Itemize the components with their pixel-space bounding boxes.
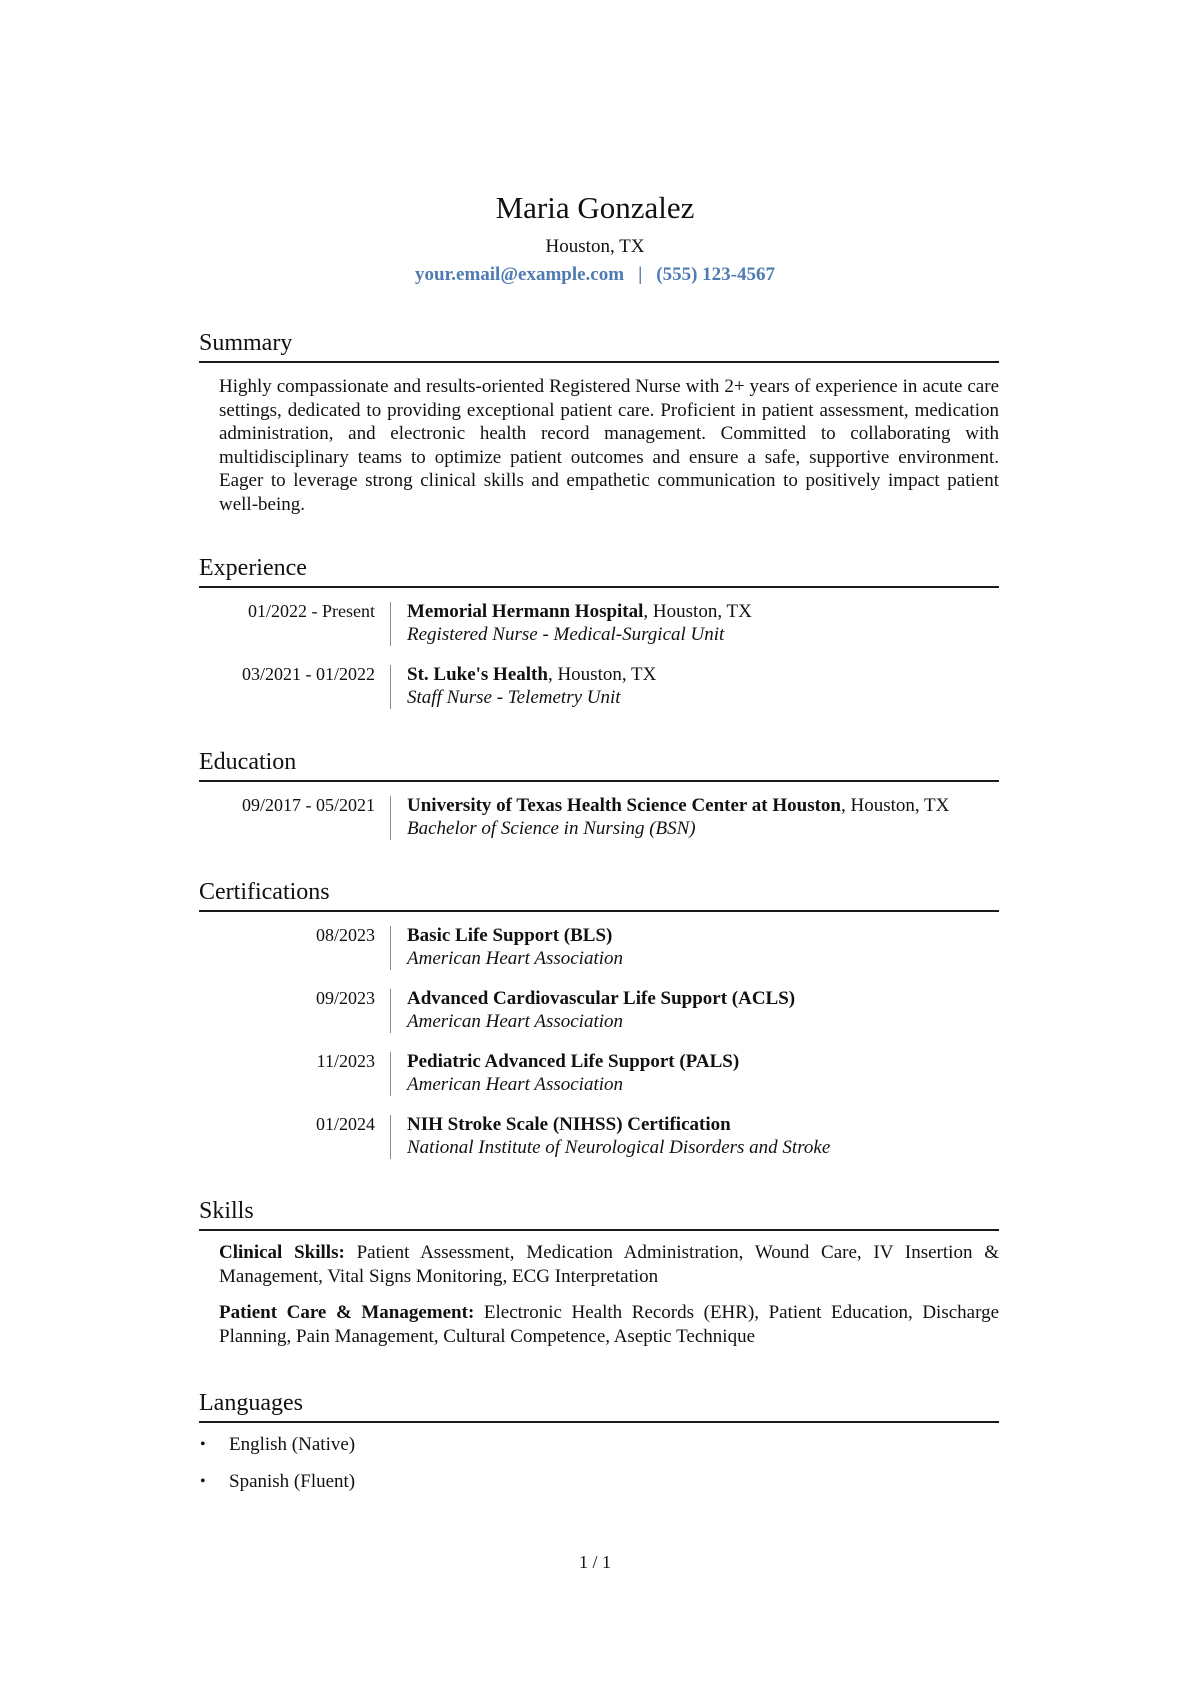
entry-date: 11/2023 [316, 1051, 375, 1071]
entry-location: , Houston, TX [841, 795, 950, 816]
certification-entry [199, 1113, 999, 1163]
entry-body [407, 663, 999, 710]
entry-role: American Heart Association [407, 1074, 624, 1095]
skill-label: Patient Care & Management: [219, 1302, 475, 1323]
summary-text: Highly compassionate and results-oriented Registered Nurse with 2+ years of experience in acute care settings, dedicated to providing exceptional patient care. Proficient in patient assessment, medication administration, and electronic health record management. Committed to collaborating with multidisciplinary teams to optimize patient outcomes and ensure a safe, supportive environment. Eager to leverage strong clinical skills and empathetic communication to positively impact patient well-being. [219, 376, 999, 515]
entry-date: 09/2023 [315, 988, 375, 1008]
entry-date: 09/2017 - 05/2021 [242, 795, 375, 815]
contact-separator: | [638, 264, 643, 285]
summary-heading: Summary [199, 327, 999, 363]
skill-text: Electronic Health Records (EHR), Patient Education, Discharge Planning, Pain Management, Cultural Competence, Aseptic Technique [219, 1302, 1000, 1347]
entry-body [407, 987, 999, 1034]
certifications-heading: Certifications [199, 876, 999, 912]
entry-body [407, 600, 999, 647]
languages-heading: Languages [199, 1387, 999, 1423]
entry-divider [390, 602, 391, 646]
skills-list [219, 1241, 999, 1348]
entry-org: Pediatric Advanced Life Support (PALS) [407, 1051, 740, 1072]
entry-role: Bachelor of Science in Nursing (BSN) [407, 818, 696, 839]
certification-entry [199, 924, 999, 974]
entry-date: 01/2024 [315, 1114, 375, 1134]
entry-org: Memorial Hermann Hospital [407, 601, 644, 622]
entry-divider [390, 1052, 391, 1096]
certification-entry [199, 987, 999, 1037]
entry-location: , Houston, TX [643, 601, 752, 622]
experience-entry [199, 663, 999, 713]
bullet-icon: • [200, 1436, 206, 1453]
entry-body [407, 1050, 999, 1097]
education-entry [199, 794, 999, 844]
entry-role: National Institute of Neurological Disorders and Stroke [407, 1137, 831, 1158]
resume-header [0, 188, 1190, 288]
entry-date: 01/2022 - Present [248, 601, 375, 621]
entry-divider [390, 796, 391, 840]
page-number: 1 / 1 [578, 1552, 611, 1572]
entry-role: Registered Nurse - Medical-Surgical Unit [407, 624, 725, 645]
skills-heading: Skills [199, 1195, 999, 1231]
bullet-icon: • [200, 1473, 206, 1490]
entry-org: NIH Stroke Scale (NIHSS) Certification [407, 1114, 731, 1135]
skills-section [199, 1195, 999, 1361]
experience-heading: Experience [199, 552, 999, 588]
candidate-name: Maria Gonzalez [495, 190, 695, 225]
entry-location: , Houston, TX [547, 664, 657, 685]
entry-role: American Heart Association [407, 948, 624, 969]
language-label: English (Native) [229, 1434, 356, 1455]
languages-list [199, 1433, 999, 1494]
entry-body [407, 1113, 999, 1160]
entry-role: Staff Nurse - Telemetry Unit [407, 687, 621, 708]
skill-text: Patient Assessment, Medication Administration, Wound Care, IV Insertion & Management, Vital Signs Monitoring, ECG Interpretation [219, 1242, 999, 1287]
entry-date: 08/2023 [315, 925, 375, 945]
entry-org: Advanced Cardiovascular Life Support (ACLS) [407, 988, 796, 1009]
phone-link[interactable]: (555) 123-4567 [656, 264, 775, 285]
entry-role: American Heart Association [407, 1011, 624, 1032]
entry-org: St. Luke's Health [407, 664, 548, 685]
certification-entry [199, 1050, 999, 1100]
entry-org: University of Texas Health Science Center at Houston [407, 795, 841, 816]
email-link[interactable]: your.email@example.com [415, 264, 625, 285]
skill-item [219, 1241, 999, 1288]
list-item [199, 1470, 999, 1494]
education-heading: Education [199, 746, 999, 782]
skill-label: Clinical Skills: [219, 1242, 345, 1263]
entry-divider [390, 1115, 391, 1159]
entry-body [407, 794, 999, 841]
entry-divider [390, 926, 391, 970]
entry-divider [390, 989, 391, 1033]
language-label: Spanish (Fluent) [229, 1471, 356, 1492]
entry-body [407, 924, 999, 971]
summary-section [199, 327, 999, 516]
skill-item [219, 1301, 999, 1348]
experience-entry [199, 600, 999, 650]
entry-org: Basic Life Support (BLS) [407, 925, 613, 946]
list-item [199, 1433, 999, 1457]
contact-line [0, 262, 1190, 288]
experience-section [199, 552, 999, 713]
certifications-section [199, 876, 999, 1163]
education-section [199, 746, 999, 844]
entry-divider [390, 665, 391, 709]
languages-section [199, 1387, 999, 1507]
entry-date: 03/2021 - 01/2022 [242, 664, 375, 684]
candidate-location: Houston, TX [545, 236, 645, 257]
